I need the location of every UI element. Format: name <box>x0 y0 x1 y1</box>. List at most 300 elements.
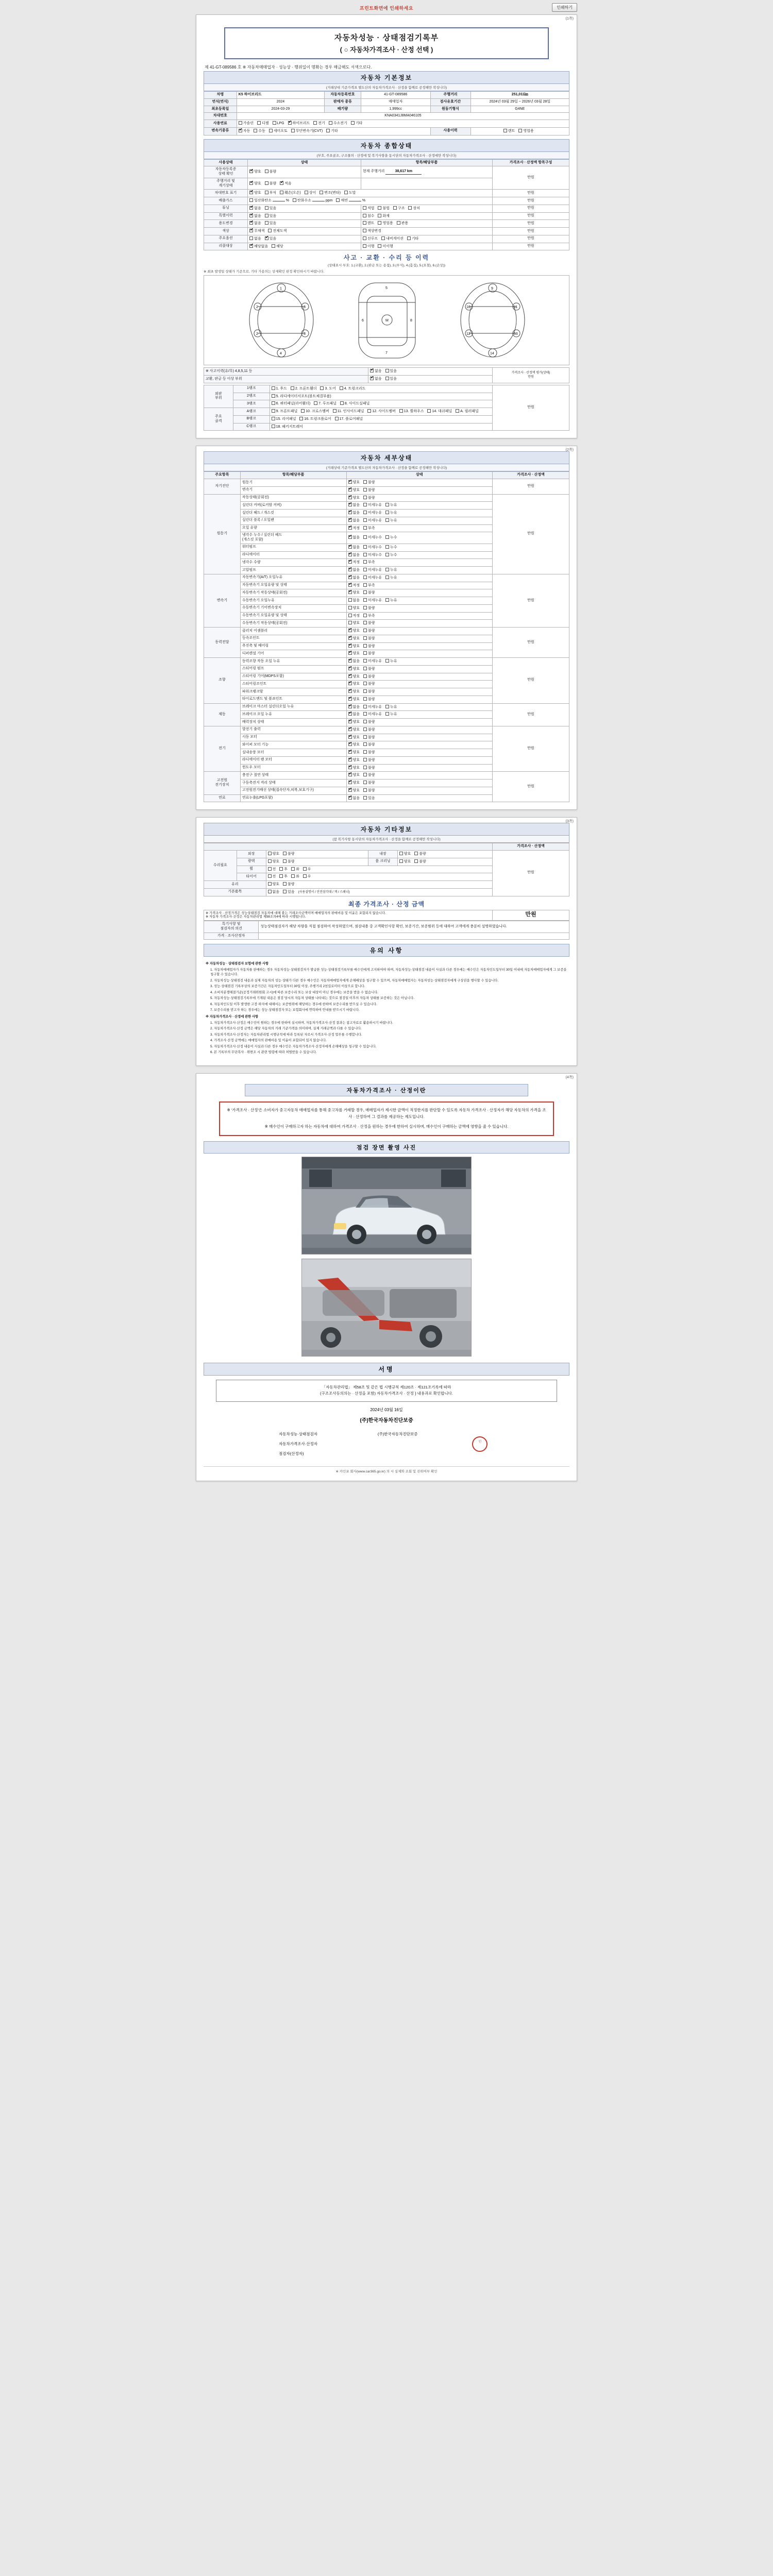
state-option-selected[interactable]: ✔ 없음 <box>249 214 261 219</box>
state-option[interactable]: 미세누유 <box>363 659 382 664</box>
accident-result-state <box>368 368 493 376</box>
state-option[interactable]: 미세누수 <box>363 545 382 550</box>
transmission-options <box>237 127 430 135</box>
detail-state <box>346 749 493 757</box>
state-option[interactable]: 누수 <box>385 545 397 550</box>
overall-row-detail <box>361 178 492 190</box>
state-option-selected[interactable]: ✔ 해당없음 <box>249 244 268 249</box>
state-option[interactable]: 불량 <box>283 882 295 887</box>
detail-item: 브레이크 오일 누유 <box>240 711 346 719</box>
state-option-selected[interactable]: ✔ 양호 <box>348 488 360 493</box>
state-option-selected[interactable]: ✔ 양호 <box>348 629 360 634</box>
print-notice: 프린트화면에 인쇄하세요 <box>359 5 414 11</box>
state-option[interactable]: 불량 <box>363 781 375 786</box>
state-option[interactable]: 누수 <box>385 553 397 558</box>
photo-underbody-svg <box>302 1259 472 1357</box>
state-option[interactable]: 불량 <box>363 606 375 611</box>
state-option[interactable]: 부식 <box>265 191 277 196</box>
price-heading: 최종 가격조사 · 산정 금액 <box>348 900 425 908</box>
page-number-1: (1쪽) <box>565 17 574 21</box>
state-option[interactable]: 불량 <box>363 773 375 778</box>
state-option[interactable]: 불량 <box>363 766 375 771</box>
state-option[interactable]: 매연 % <box>336 198 365 204</box>
overall-price-7: 만원 <box>493 228 569 235</box>
fuel-option[interactable]: 기타 <box>351 121 363 126</box>
fuel-option[interactable]: 수소전기 <box>329 121 347 126</box>
state-option[interactable]: 기타 <box>407 236 419 242</box>
state-option[interactable]: 불량 <box>363 644 375 649</box>
part-option[interactable]: 4. 트렁크리드 <box>340 386 366 392</box>
detail-state <box>346 559 493 567</box>
transmission-option-selected[interactable]: ✔ 자동 <box>239 129 250 134</box>
detail-item: 브레이크 마스터 실린더오일 누유 <box>240 703 346 711</box>
state-option[interactable]: 없음 <box>348 598 360 603</box>
table-row <box>204 494 569 502</box>
state-option[interactable]: 불량 <box>363 674 375 680</box>
state-option[interactable]: 후 <box>279 874 288 879</box>
state-option[interactable]: 일산화탄소 % <box>249 198 289 204</box>
state-option[interactable]: 불량 <box>414 852 426 857</box>
state-option[interactable]: 불량 <box>363 727 375 733</box>
state-option-selected[interactable]: ✔ 양호 <box>348 674 360 680</box>
detail-item: 오일 유량 <box>240 524 346 532</box>
overall-row-label: 색상 <box>204 228 248 235</box>
detail-state <box>346 510 493 517</box>
state-option[interactable]: 있음 <box>363 796 375 801</box>
state-option[interactable]: 있음 <box>283 890 295 895</box>
state-option[interactable]: 양호 <box>268 859 280 865</box>
part-option[interactable]: 1. 후드 <box>272 386 287 392</box>
overall-row-label: 튜닝 <box>204 205 248 212</box>
state-option[interactable]: 렌트 <box>363 221 375 226</box>
state-option[interactable]: 부족 <box>363 560 375 565</box>
state-option[interactable]: 누유 <box>385 518 397 523</box>
state-option[interactable]: 불량 <box>363 742 375 748</box>
detail-heading: 자동차 세부상태 <box>204 451 569 464</box>
state-option[interactable]: ✔ 적음 <box>280 181 292 187</box>
notice-item: 2. 자동차가격조사·산정 금액은 해당 자동차의 거래 기준가격을 의미하며, 실제 거래금액과 다를 수 있습니다. <box>210 1027 362 1031</box>
etc-state <box>266 851 368 858</box>
state-option-selected[interactable]: ✔ 양호 <box>348 667 360 672</box>
state-option[interactable]: 미이행 <box>378 244 393 249</box>
state-option[interactable]: 없음 <box>249 236 261 242</box>
part-option[interactable]: 17. 플로어패널 <box>335 417 363 422</box>
state-option[interactable]: 좌 <box>291 867 299 872</box>
state-option[interactable]: 누유 <box>385 503 397 508</box>
state-option[interactable]: 불량 <box>363 488 375 493</box>
state-option[interactable]: 전체도색 <box>268 229 287 234</box>
table-row <box>204 574 569 582</box>
transmission-option[interactable]: 기타 <box>326 129 338 134</box>
state-option[interactable]: 침수 <box>363 214 375 219</box>
state-option[interactable]: 부족 <box>363 583 375 588</box>
state-option-selected[interactable]: ✔ 양호 <box>348 682 360 687</box>
state-option[interactable]: 양호 <box>399 852 411 857</box>
state-option[interactable]: 미세누유 <box>363 575 382 581</box>
rank-items <box>270 385 493 393</box>
photo-exterior-svg <box>302 1157 472 1255</box>
svg-text:14: 14 <box>490 352 494 356</box>
state-option[interactable]: 불량 <box>363 651 375 656</box>
page-number-3: (3쪽) <box>565 820 574 824</box>
state-option[interactable]: 변조(변타) <box>320 191 341 196</box>
detail-state <box>346 486 493 494</box>
state-option-selected[interactable]: ✔ 양호 <box>348 781 360 786</box>
state-option[interactable]: 미세누유 <box>363 511 382 516</box>
part-option[interactable]: 18. 패키지트레이 <box>272 425 303 430</box>
state-option[interactable]: 누유 <box>385 705 397 710</box>
detail-item: 추진축 및 베어링 <box>240 642 346 650</box>
page-3 <box>196 817 577 1066</box>
state-option[interactable]: 불량 <box>265 170 277 175</box>
transmission-option[interactable]: 세미오토 <box>269 129 288 134</box>
part-option[interactable]: 5. 라디에이터서포트(볼트체결부품) <box>272 394 331 399</box>
state-option[interactable]: 누수 <box>385 535 397 540</box>
state-option-selected[interactable]: ✔ 양호 <box>348 773 360 778</box>
part-option[interactable]: 14. 대쉬패널 <box>427 409 452 414</box>
state-option[interactable]: 관용 <box>397 221 409 226</box>
etc-item: 외장 <box>237 851 266 858</box>
usage-option[interactable]: 렌트 <box>503 129 515 134</box>
transmission-option[interactable]: 수동 <box>254 129 265 134</box>
state-option[interactable]: 미세누유 <box>363 705 382 710</box>
detail-price: 만원 <box>493 703 569 726</box>
notice-body <box>204 957 569 1058</box>
state-option[interactable]: 불량 <box>363 735 375 740</box>
accident-note: (상태표시 부호: 1.(교환), 2.(판금 또는 용접), 3.(부식), 4.(흠집), 5.(요철), 6.(손상)) <box>327 264 446 268</box>
state-option[interactable]: 없음 <box>268 890 280 895</box>
state-option[interactable]: 불량 <box>363 720 375 725</box>
state-option[interactable]: 불량 <box>363 636 375 641</box>
overall-price-5: 만원 <box>493 212 569 220</box>
state-option-selected[interactable]: ✔ 없음 <box>348 503 360 508</box>
state-option[interactable]: 누유 <box>385 598 397 603</box>
state-option-selected[interactable]: ✔ 양호 <box>348 480 360 485</box>
state-option-selected[interactable]: ✔ 양호 <box>249 191 261 196</box>
state-option[interactable]: 불량 <box>363 682 375 687</box>
state-option[interactable]: 화재 <box>378 214 390 219</box>
detail-state <box>346 794 493 802</box>
state-option[interactable]: 전 <box>268 867 276 872</box>
rank-items <box>270 408 493 416</box>
state-option[interactable]: 양호 <box>399 859 411 865</box>
state-option[interactable]: 도말 <box>344 191 356 196</box>
state-option-selected[interactable]: ✔ 없음 <box>348 518 360 523</box>
state-option[interactable]: 있음 <box>265 206 277 211</box>
svg-text:6: 6 <box>362 319 364 323</box>
state-option[interactable]: 양호 <box>268 852 280 857</box>
transmission-option[interactable]: 무단변속기(CVT) <box>291 129 323 134</box>
state-option[interactable]: 불량 <box>363 788 375 793</box>
state-option[interactable]: 양호 <box>268 882 280 887</box>
part-option[interactable]: 3. 도어 <box>320 386 335 392</box>
detail-item: 실린더 커버(로커암 커버) <box>240 502 346 510</box>
part-option[interactable]: 10. 크로스멤버 <box>301 409 329 414</box>
state-option[interactable]: 불량 <box>363 621 375 626</box>
state-option-selected[interactable]: ✔ 있음 <box>265 236 277 242</box>
state-option-selected[interactable]: ✔ 없음 <box>348 705 360 710</box>
table-row <box>204 921 569 933</box>
detail-state <box>346 719 493 726</box>
state-option[interactable]: 불량 <box>363 496 375 501</box>
table-row <box>204 658 569 666</box>
state-option[interactable]: 좌 <box>291 874 299 879</box>
state-option[interactable]: 불량 <box>283 852 295 857</box>
state-option-selected[interactable]: ✔ 양호 <box>348 750 360 755</box>
overall-row-state <box>248 212 361 220</box>
state-option[interactable]: 불량 <box>363 689 375 694</box>
state-option-selected[interactable]: ✔없음 <box>348 535 360 540</box>
svg-text:3: 3 <box>304 306 306 310</box>
svg-text:2: 2 <box>256 332 258 336</box>
state-option[interactable]: 불량 <box>363 480 375 485</box>
svg-text:M: M <box>385 319 389 323</box>
exchange-none[interactable]: ✔ 없음 <box>370 377 382 382</box>
detail-state <box>346 726 493 734</box>
state-option-selected[interactable]: ✔양호 <box>249 181 261 187</box>
inspect-valid-value: 2024년 03월 29일 ~ 2026년 03월 28일 <box>470 98 569 106</box>
signature-statement-line1: 「자동차관리법」 제58조 및 같은 법 시행규칙 제120조 · 제121조기록에 따라 <box>322 1384 451 1389</box>
detail-price: 만원 <box>493 772 569 802</box>
overall-note: (부호, 주요골조, 구조물의 · 산정에 및 복기사항을 동시단의 자동차가격조사 · 산정에만 작성니다) <box>204 152 569 159</box>
overall-row-state <box>248 235 361 243</box>
sign-row-value-0: (주)한국자동차진단보증 <box>377 1432 418 1437</box>
state-option[interactable]: 불량 <box>363 629 375 634</box>
state-option-selected[interactable]: ✔ 없음 <box>348 712 360 717</box>
part-option[interactable]: A. 필러패널 <box>456 409 479 414</box>
accident-none-selected[interactable]: ✔ 없음 <box>370 369 382 374</box>
state-option-selected[interactable]: ✔ 양호 <box>348 742 360 748</box>
svg-text:7: 7 <box>385 351 388 355</box>
state-option-selected[interactable]: ✔ 양호 <box>348 644 360 649</box>
table-row <box>277 1430 496 1438</box>
state-option[interactable]: 누유 <box>385 575 397 581</box>
state-option[interactable]: 부족 <box>363 614 375 619</box>
part-option[interactable]: 7. 루프패널 <box>314 401 337 406</box>
part-option[interactable]: 8. 사이드실패널 <box>340 401 369 406</box>
state-option-selected[interactable]: ✔ 적정 <box>348 560 360 565</box>
state-option[interactable]: 있음 <box>265 221 277 226</box>
state-option[interactable]: 미세누유 <box>363 518 382 523</box>
part-option[interactable]: 6. 쿼터패널(리어휀더) <box>272 401 311 406</box>
state-option[interactable]: 양호 <box>348 621 360 626</box>
etc-col-items <box>204 843 493 851</box>
notice-item: 1. 자동차가격조사·산정은 매수인이 원하는 경우에 한하여 실시하며, 자동차가격조사·산정 결과는 참고자료로 활용하시기 바랍니다. <box>210 1021 393 1025</box>
notice-item: 7. 보증수리를 받고자 하는 경우에는 성능·상태점검자 또는 보험회사에 연락하여 안내를 받으시기 바랍니다. <box>210 1008 360 1012</box>
state-option[interactable]: 우 <box>303 874 311 879</box>
etc-state <box>266 881 493 889</box>
overall-row-detail: 현재 주행거리 38,617 km <box>361 166 492 178</box>
state-option[interactable]: 색상변경 <box>363 229 381 234</box>
state-option-selected[interactable]: ✔ 양호 <box>348 590 360 596</box>
accident-yes[interactable]: 있음 <box>385 369 397 374</box>
table-header-row <box>204 843 569 851</box>
state-option[interactable]: 부족 <box>363 526 375 531</box>
etc-item: 유리 <box>204 881 266 889</box>
part-option[interactable]: 13. 휠하우스 <box>399 409 424 414</box>
part-option[interactable]: 9. 프론트패널 <box>272 409 298 414</box>
state-option[interactable]: 전 <box>268 874 276 879</box>
state-option-selected[interactable]: ✔ 양호 <box>348 727 360 733</box>
state-option-selected[interactable]: ✔ 없음 <box>348 659 360 664</box>
state-option[interactable]: 훼손(오손) <box>280 191 301 196</box>
state-option-selected[interactable]: ✔ 없음 <box>249 206 261 211</box>
state-option[interactable]: 누유 <box>385 659 397 664</box>
overall-price-9: 만원 <box>493 243 569 250</box>
state-option-selected[interactable]: ✔ 없음 <box>348 553 360 558</box>
state-option-selected[interactable]: ✔ 없음 <box>348 575 360 581</box>
state-option[interactable]: 누유 <box>385 712 397 717</box>
part-option[interactable]: 2. 프론트휀더 <box>291 386 317 392</box>
state-option[interactable]: 미세누유 <box>363 712 382 717</box>
state-option-selected[interactable]: ✔ 적정 <box>348 583 360 588</box>
state-option[interactable]: 불량 <box>363 590 375 596</box>
table-row <box>204 113 569 120</box>
state-option[interactable]: 후 <box>279 867 288 872</box>
detail-state <box>346 703 493 711</box>
state-option-selected[interactable]: ✔ 양호 <box>348 788 360 793</box>
overall-row-detail <box>361 220 492 228</box>
car-damage-diagram[interactable] <box>204 275 569 365</box>
exchange-yes[interactable]: 있음 <box>385 377 397 382</box>
detail-item: 자동변속기 오일유량 및 상태 <box>240 582 346 589</box>
photo-underbody[interactable] <box>301 1259 472 1357</box>
page-number-4: (4쪽) <box>565 1076 574 1080</box>
footer-note: ※ 카인포 회사(www.car365.go.kr) 의 시 실제와 조회 및 진위여부 확인 <box>204 1466 569 1473</box>
photo-exterior[interactable] <box>301 1157 472 1255</box>
state-option-selected[interactable]: ✔ 양호 <box>348 758 360 763</box>
detail-table <box>204 471 569 802</box>
fuel-option[interactable]: 가솔린 <box>239 121 254 126</box>
exchange-state <box>368 376 493 383</box>
fuel-option-selected[interactable]: ✔ 하이브리드 <box>288 121 310 126</box>
detail-state <box>346 574 493 582</box>
state-option[interactable]: 누유 <box>385 511 397 516</box>
state-option-selected[interactable]: ✔ 없음 <box>348 511 360 516</box>
state-option[interactable]: 상이 <box>305 191 316 196</box>
state-option-selected[interactable]: ✔ 없음 <box>249 221 261 226</box>
state-option[interactable]: 미세누유 <box>363 598 382 603</box>
detail-item: 발전기 출력 <box>240 726 346 734</box>
accident-result-label: ※ 사고이력(유/무) 4,8,5,11 등 <box>204 368 368 376</box>
state-option-selected[interactable]: ✔ 적정 <box>348 526 360 531</box>
state-option[interactable]: 미세누유 <box>363 568 382 573</box>
state-option[interactable]: 내비게이션 <box>381 236 404 242</box>
state-option-selected[interactable]: ✔ 양호 <box>348 651 360 656</box>
state-option[interactable]: 불량 <box>283 859 295 865</box>
state-option[interactable]: 영업용 <box>378 221 393 226</box>
part-option[interactable]: 16. 트렁크플로어 <box>299 417 331 422</box>
sale-purpose-label: 판매자 종류 <box>324 98 361 106</box>
state-option[interactable]: 적정 <box>348 614 360 619</box>
state-option-selected[interactable]: ✔ 양호 <box>348 636 360 641</box>
sign-row-value-1 <box>376 1439 463 1448</box>
detail-state <box>346 582 493 589</box>
detail-item: 수동변속기 기어변속장치 <box>240 604 346 612</box>
part-option[interactable]: 12. 사이드멤버 <box>367 409 396 414</box>
print-button[interactable]: 인쇄하기 <box>552 3 577 12</box>
sign-row-value-2 <box>376 1449 463 1458</box>
state-option[interactable]: 불량 <box>363 758 375 763</box>
etc-col-price: 가격조사 · 산정액 <box>493 843 569 851</box>
etc-state <box>266 866 493 873</box>
detail-group-electric: 전기 <box>204 726 241 772</box>
state-option-selected[interactable]: ✔ 양호 <box>348 766 360 771</box>
state-option-selected[interactable]: ✔ 없음 <box>348 568 360 573</box>
page-2 <box>196 446 577 810</box>
state-option[interactable]: 탄화수소 ppm <box>293 198 333 204</box>
state-option[interactable]: 있음 <box>265 214 277 219</box>
state-option[interactable]: 이행 <box>363 244 375 249</box>
displacement-label: 배기량 <box>324 106 361 113</box>
part-option[interactable]: 15. 리어패널 <box>272 417 296 422</box>
engine-type-label: 원동기형식 <box>430 106 470 113</box>
state-option[interactable]: 불량 <box>363 697 375 702</box>
detail-item: 고압펌프 <box>240 567 346 574</box>
detail-item: 냉각수 누수 / 실린더 헤드 (개스킷 포함) <box>240 532 346 544</box>
state-option[interactable]: 적법 <box>363 206 375 211</box>
overall-row-state <box>248 228 361 235</box>
basic-info-note: (거래상대 기준가격표 별도산의 자동차가격조사 · 산정을 함께로 공정해만 작성니다) <box>204 84 569 91</box>
state-option-selected[interactable]: ✔ 양호 <box>348 496 360 501</box>
state-option[interactable]: 누유 <box>385 568 397 573</box>
detail-price: 만원 <box>493 726 569 772</box>
state-option[interactable]: 미세누유 <box>363 503 382 508</box>
detail-state <box>346 642 493 650</box>
state-option-selected[interactable]: ✔양호 <box>249 170 261 175</box>
rank-items <box>270 400 493 408</box>
page-4 <box>196 1073 577 1481</box>
state-option[interactable]: 불량 <box>363 667 375 672</box>
state-option-selected[interactable]: ✔ 양호 <box>348 720 360 725</box>
state-option[interactable]: 미세누수 <box>363 553 382 558</box>
state-option[interactable]: 미세누수 <box>363 535 382 540</box>
fuel-option[interactable]: 전기 <box>313 121 325 126</box>
notice-item: 5. 자동차성능·상태점검기록부에 기재된 내용은 점검 당시의 자동차 상태를 나타내는 것으로 점검일 이후의 자동차 상태를 보증하는 것은 아닙니다. <box>210 996 414 1001</box>
table-row <box>204 243 569 250</box>
fuel-option[interactable]: LPG <box>273 121 284 126</box>
state-option[interactable]: 해당 <box>272 244 283 249</box>
state-option[interactable]: 우 <box>303 867 311 872</box>
usage-option[interactable]: 영업용 <box>518 129 533 134</box>
detail-state <box>346 502 493 510</box>
table-row <box>204 772 569 779</box>
detail-state <box>346 673 493 681</box>
overall-row-label: 리콜대상 <box>204 243 248 250</box>
fuel-option[interactable]: 디젤 <box>257 121 269 126</box>
state-option-selected[interactable]: ✔ 없음 <box>348 545 360 550</box>
etc-item: 휠 <box>237 866 266 873</box>
state-option-selected[interactable]: ✔ 양호 <box>348 689 360 694</box>
state-option[interactable]: 양호 <box>348 606 360 611</box>
state-option[interactable]: 장치 <box>408 206 420 211</box>
state-option[interactable]: 불량 <box>363 750 375 755</box>
state-option[interactable]: 구조 <box>393 206 405 211</box>
detail-item: 워터펌프 <box>240 544 346 551</box>
price-table <box>204 910 569 921</box>
state-option-selected[interactable]: ✔ 양호 <box>348 735 360 740</box>
detail-group-fuel: 연료 <box>204 794 241 802</box>
state-option-selected[interactable]: ✔ 무채색 <box>249 229 264 234</box>
state-option[interactable]: 불량 <box>265 181 277 187</box>
part-option[interactable]: 11. 인사이드패널 <box>333 409 364 414</box>
table-row <box>204 220 569 228</box>
state-option-selected[interactable]: ✔ 없음 <box>348 796 360 801</box>
state-option[interactable]: 불법 <box>378 206 390 211</box>
state-option[interactable]: 불량 <box>414 859 426 865</box>
state-option-selected[interactable]: ✔ 양호 <box>348 697 360 702</box>
state-option[interactable]: 선루프 <box>363 236 378 242</box>
